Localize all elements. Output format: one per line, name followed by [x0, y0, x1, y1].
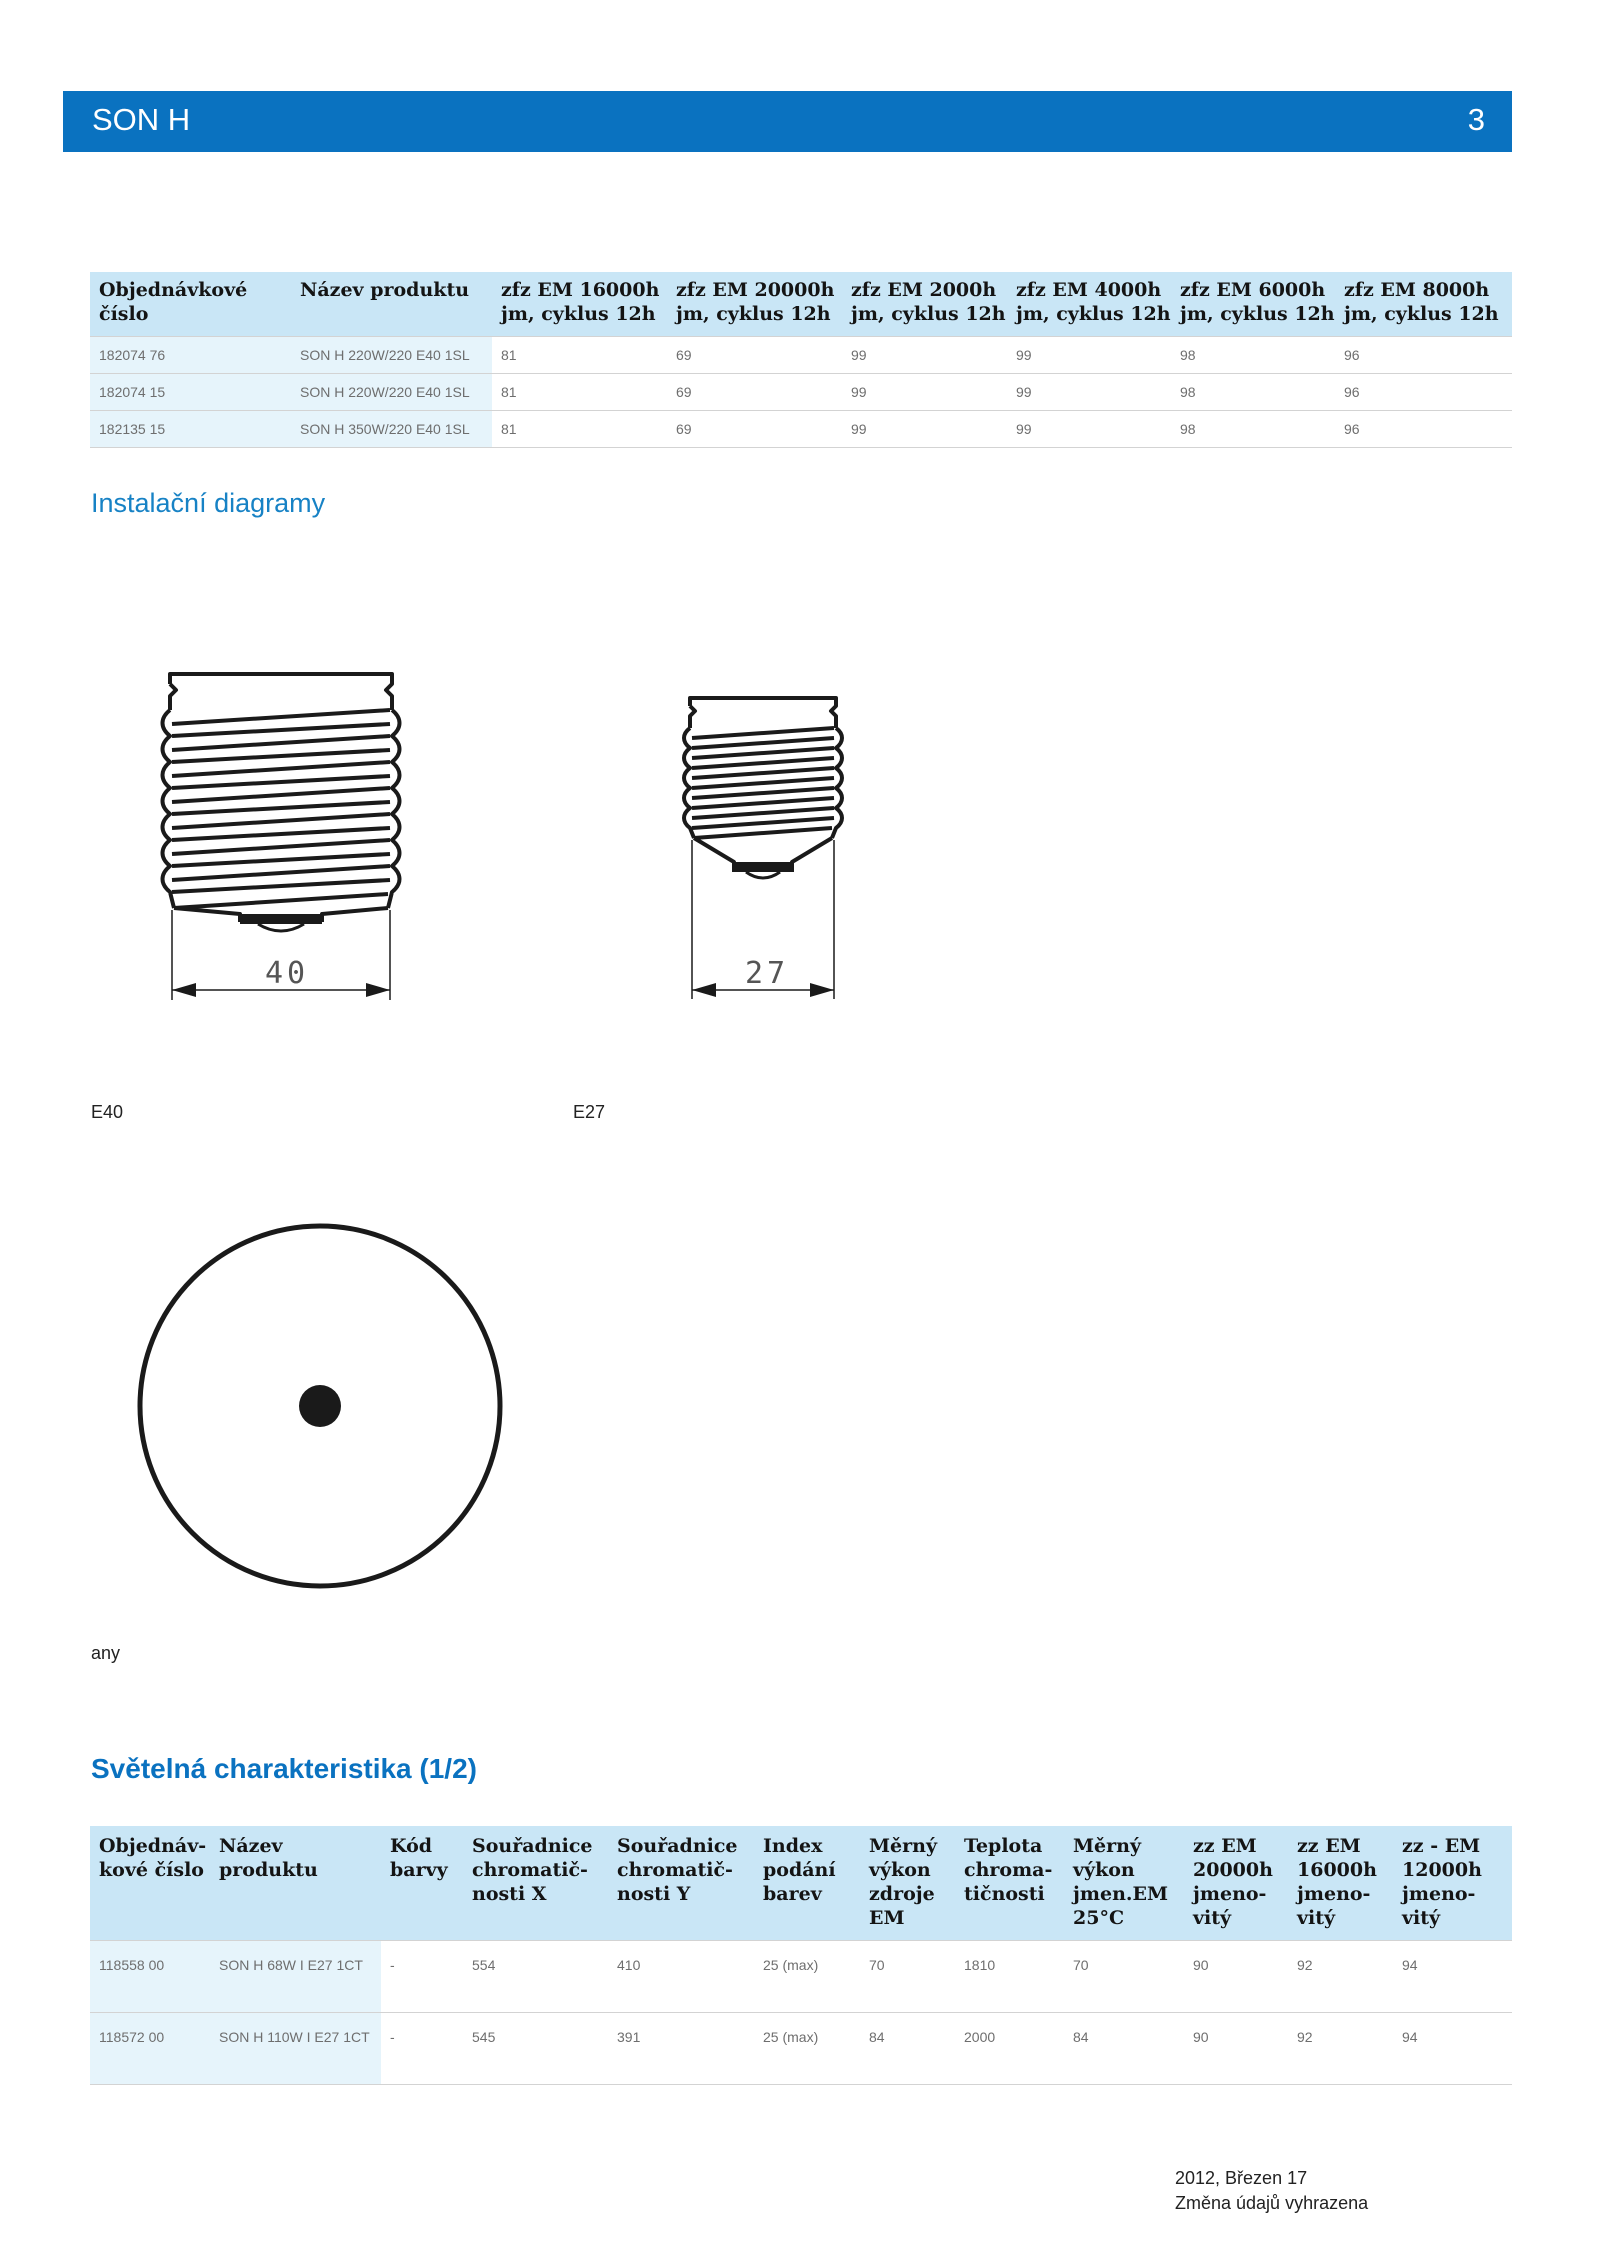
footer-note: Změna údajů vyhrazena — [1175, 2193, 1369, 2213]
cell: 70 — [1064, 1941, 1184, 2013]
cell: 545 — [463, 2013, 608, 2085]
col-survival-12000h: zz - EM 12000h jmeno-vitý — [1393, 1826, 1512, 1941]
col-chromaticity-x: Souřadnice chromatič-nosti X — [463, 1826, 608, 1941]
cell: 25 (max) — [754, 1941, 860, 2013]
cell: - — [381, 1941, 463, 2013]
cell: SON H 220W/220 E40 1SL — [291, 337, 492, 374]
cell: 90 — [1184, 2013, 1288, 2085]
footer-date: 2012, Březen 17 — [1175, 2168, 1308, 2188]
cell: SON H 350W/220 E40 1SL — [291, 411, 492, 448]
col-lsf-8000h: zfz EM 8000h jm, cyklus 12h — [1335, 272, 1512, 337]
cell: 81 — [492, 337, 667, 374]
header-bar — [63, 91, 1512, 152]
col-color-temperature: Teplota chroma-tičnosti — [955, 1826, 1064, 1941]
cell: - — [381, 2013, 463, 2085]
table-row — [90, 374, 1512, 411]
cell: 69 — [667, 411, 842, 448]
cell: 391 — [608, 2013, 754, 2085]
page-title: SON H — [92, 102, 191, 137]
e40-caption: E40 — [91, 1102, 124, 1122]
cell: 81 — [492, 374, 667, 411]
col-lsf-4000h: zfz EM 4000h jm, cyklus 12h — [1007, 272, 1171, 337]
col-order-number: Objednávkové číslo — [90, 272, 291, 337]
installation-diagrams-title: Instalační diagramy — [91, 488, 326, 518]
table-header-row — [90, 1826, 1512, 1941]
cell: 99 — [842, 337, 1007, 374]
cell: 99 — [842, 374, 1007, 411]
cell: 25 (max) — [754, 2013, 860, 2085]
col-product-name: Název produktu — [291, 272, 492, 337]
e27-caption: E27 — [573, 1102, 606, 1122]
col-order-number: Objednáv-kové číslo — [90, 1826, 210, 1941]
table-row — [90, 337, 1512, 374]
col-survival-20000h: zz EM 20000h jmeno-vitý — [1184, 1826, 1288, 1941]
cell: 99 — [1007, 337, 1171, 374]
cell: 94 — [1393, 2013, 1512, 2085]
col-lsf-16000h: zfz EM 16000h jm, cyklus 12h — [492, 272, 667, 337]
ordering-table — [90, 272, 1512, 448]
cell: 554 — [463, 1941, 608, 2013]
cell: 99 — [1007, 411, 1171, 448]
burning-position-caption: any — [91, 1643, 121, 1663]
cell: 69 — [667, 337, 842, 374]
cell: 92 — [1288, 1941, 1393, 2013]
cell: SON H 68W I E27 1CT — [210, 1941, 381, 2013]
cell: 96 — [1335, 337, 1512, 374]
col-product-name: Název produktu — [210, 1826, 381, 1941]
cell: SON H 220W/220 E40 1SL — [291, 374, 492, 411]
table-row — [90, 411, 1512, 448]
cell: 182074 15 — [90, 374, 291, 411]
cell: 98 — [1171, 374, 1335, 411]
cell: 84 — [1064, 2013, 1184, 2085]
cell: 182074 76 — [90, 337, 291, 374]
cell: 90 — [1184, 1941, 1288, 2013]
e40-dimension-label: 40 — [265, 956, 310, 991]
e27-dimension-label: 27 — [745, 956, 790, 991]
cell: SON H 110W I E27 1CT — [210, 2013, 381, 2085]
cell: 99 — [842, 411, 1007, 448]
cell: 410 — [608, 1941, 754, 2013]
col-chromaticity-y: Souřadnice chromatič-nosti Y — [608, 1826, 754, 1941]
col-lsf-6000h: zfz EM 6000h jm, cyklus 12h — [1171, 272, 1335, 337]
cell: 118572 00 — [90, 2013, 210, 2085]
col-efficacy-rated: Měrný výkon jmen.EM 25°C — [1064, 1826, 1184, 1941]
col-survival-16000h: zz EM 16000h jmeno-vitý — [1288, 1826, 1393, 1941]
light-characteristics-table — [90, 1826, 1512, 2085]
footer — [1175, 2166, 1368, 2216]
cell: 1810 — [955, 1941, 1064, 2013]
cell: 118558 00 — [90, 1941, 210, 2013]
col-lsf-20000h: zfz EM 20000h jm, cyklus 12h — [667, 272, 842, 337]
cell: 96 — [1335, 374, 1512, 411]
cell: 81 — [492, 411, 667, 448]
table-row — [90, 1941, 1512, 2013]
burning-position-diagram — [136, 1222, 506, 1592]
cell: 70 — [860, 1941, 955, 2013]
cell: 92 — [1288, 2013, 1393, 2085]
cell: 182135 15 — [90, 411, 291, 448]
cell: 84 — [860, 2013, 955, 2085]
table-row — [90, 2013, 1512, 2085]
cell: 69 — [667, 374, 842, 411]
col-lsf-2000h: zfz EM 2000h jm, cyklus 12h — [842, 272, 1007, 337]
page-number: 3 — [1467, 102, 1485, 137]
col-cri: Index podání barev — [754, 1826, 860, 1941]
table-header-row — [90, 272, 1512, 337]
light-characteristics-title: Světelná charakteristika (1/2) — [91, 1753, 477, 1784]
cell: 94 — [1393, 1941, 1512, 2013]
cell: 96 — [1335, 411, 1512, 448]
cell: 99 — [1007, 374, 1171, 411]
cell: 2000 — [955, 2013, 1064, 2085]
col-efficacy-em: Měrný výkon zdroje EM — [860, 1826, 955, 1941]
col-color-code: Kód barvy — [381, 1826, 463, 1941]
cell: 98 — [1171, 411, 1335, 448]
cell: 98 — [1171, 337, 1335, 374]
